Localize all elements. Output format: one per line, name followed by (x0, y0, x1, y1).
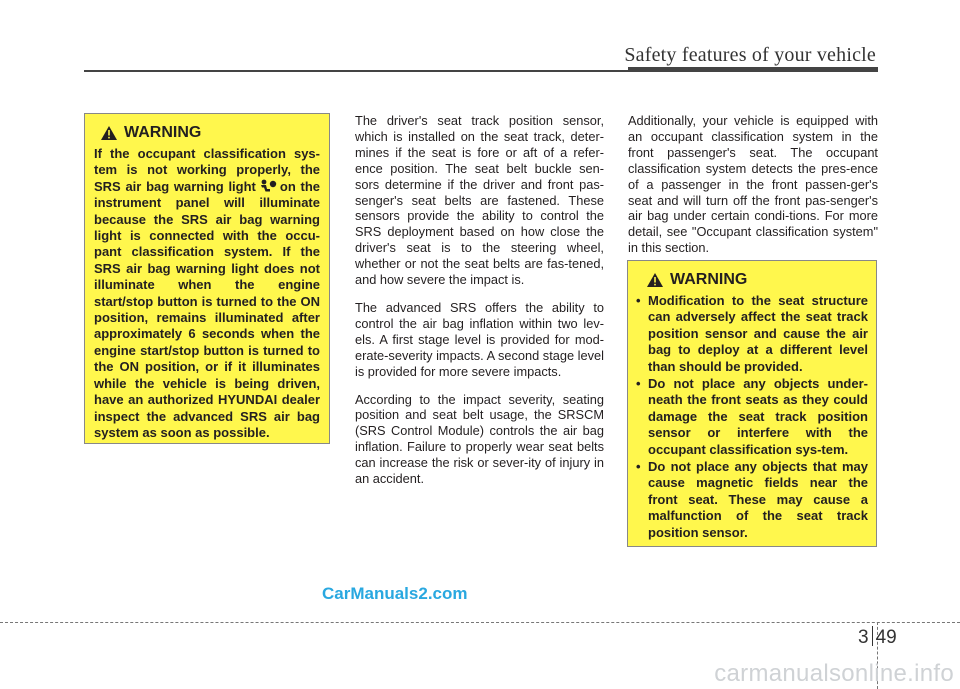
warning-box-occupant-classification (84, 113, 330, 444)
warning-list-item: • Do not place any objects under-neath the front seats as they could damage the seat track position sensor or interfere with the occupant classification sys-tem. (636, 376, 868, 458)
warning-heading (636, 271, 868, 289)
warning-heading (94, 124, 320, 142)
page-number-value: 49 (875, 627, 897, 648)
warning-heading-text: WARNING (670, 271, 748, 288)
paragraph-seat-track-sensor: The driver's seat track position sensor, which is installed on the seat track, deter-mines if the seat is fore or aft of a refer-ence position. The seat belt buckle sen-sors determine if the driver and front pas-senger's seat belts are fastened. These sensors provide the ability to control the SRS deployment based on how close the driver's seat is to the steering wheel, whether or not the seat belts are fas-tened, and how severe the impact is. (355, 113, 604, 288)
body-text-column-middle (355, 113, 604, 499)
header-rule-accent (628, 67, 878, 72)
paragraph-occupant-classification: Additionally, your vehicle is equipped with an occupant classification system in the front passenger's seat. The occupant classification system detects the pres-ence of a passenger in the front passen-ger's seat and will turn off the front pas-senger's air bag under certain condi-tions. For more detail, see "Occupant classification system" in this section. (628, 113, 878, 256)
page-number (858, 626, 897, 649)
warning-list-item: • Modification to the seat structure can adversely affect the seat track position sensor and cause the air bag to deploy at a different level than should be provided. (636, 293, 868, 375)
warning-list-item: • Do not place any objects that may cause magnetic fields near the front seat. These may cause a malfunction of the seat track position sensor. (636, 459, 868, 541)
page-number-separator (872, 626, 873, 646)
warning-box-seat-structure (627, 260, 877, 547)
warning-triangle-icon (100, 125, 118, 141)
paragraph-srscm: According to the impact severity, seating position and seat belt usage, the SRSCM (SRS Control Module) controls the air bag inflation. Failure to properly wear seat belts can increase the risk or sever-ity of injury in an accident. (355, 391, 604, 487)
paragraph-advanced-srs: The advanced SRS offers the ability to control the air bag inflation within two lev-els. A first stage level is provided for mod-erate-severity impacts. A second stage level is provided for more severe impacts. (355, 299, 604, 379)
airbag-warning-light-icon (258, 179, 278, 193)
warning-text-part2: on the instrument panel will illuminate because the SRS air bag warning light is connected with the occu-pant classification system. If the SRS air bag warning light does not illuminate when the engine start/stop button is turned to the ON position, remains illuminated after approximately 6 seconds when the engine start/stop button is turned to the ON position, or if it illuminates while the vehicle is being driven, have an authorized HYUNDAI dealer inspect the advanced SRS air bag system as soon as possible. (94, 178, 320, 440)
watermark-text: CarManuals2.com (322, 584, 468, 603)
header-title: Safety features of your vehicle (624, 44, 876, 66)
footer-site-watermark: carmanualsonline.info (714, 660, 954, 687)
body-text-column-right (628, 113, 878, 268)
warning-text-part1: If the occupant classification sys-tem is not working properly, the SRS air bag warning light (94, 146, 320, 194)
chapter-number: 3 (858, 627, 869, 648)
warning-heading-text: WARNING (124, 124, 202, 141)
footer-rule (0, 622, 960, 623)
warning-body (94, 146, 320, 441)
warning-list (636, 293, 868, 541)
warning-triangle-icon (646, 272, 664, 288)
